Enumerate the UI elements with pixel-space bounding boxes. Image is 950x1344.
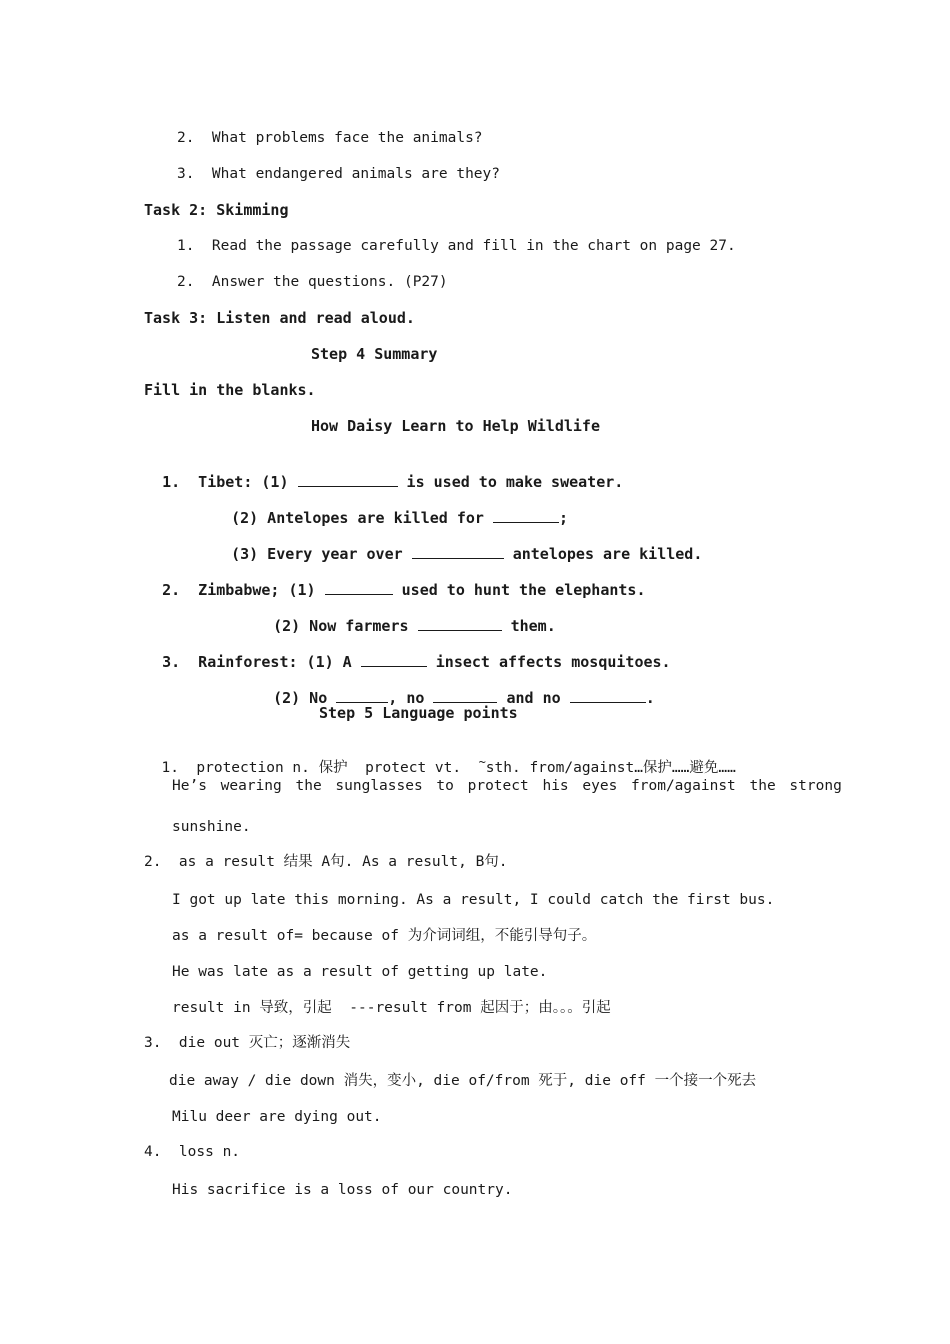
blank-8[interactable] xyxy=(433,688,497,703)
point-1-example-end: sunshine. xyxy=(172,819,251,835)
task3-heading: Task 3: Listen and read aloud. xyxy=(144,309,415,327)
blank-5[interactable] xyxy=(418,616,502,631)
summary-line-6-suffix: insect affects mosquitoes. xyxy=(426,653,671,671)
summary-line-7-end: . xyxy=(645,689,655,707)
point-3-example: Milu deer are dying out. xyxy=(172,1109,382,1125)
task1-question-2: 2. What problems face the animals? xyxy=(177,130,483,146)
step4-instruction: Fill in the blanks. xyxy=(144,381,316,399)
summary-line-7-prefix: (2) No xyxy=(273,689,337,707)
point-2-note: as a result of= because of 为介词词组，不能引导句子。 xyxy=(172,928,597,944)
task2-item-1: 1. Read the passage carefully and fill in the chart on page 27. xyxy=(177,238,736,254)
summary-line-4 xyxy=(144,560,646,600)
summary-line-6-prefix: 3. Rainforest: (1) A xyxy=(162,653,361,671)
summary-line-3 xyxy=(213,524,702,564)
summary-line-1-suffix: is used to make sweater. xyxy=(397,473,624,491)
summary-line-2-suffix: ; xyxy=(558,509,568,527)
summary-line-5-prefix: (2) Now farmers xyxy=(273,617,418,635)
summary-line-2 xyxy=(213,488,568,528)
blank-6[interactable] xyxy=(361,652,427,667)
summary-line-2-prefix: (2) Antelopes are killed for xyxy=(231,509,493,527)
point-2-related: result in 导致，引起 ---result from 起因于；由。。。引起 xyxy=(172,1000,611,1016)
blank-4[interactable] xyxy=(325,580,393,595)
summary-line-1 xyxy=(144,452,623,492)
summary-line-7-sep-1: , no xyxy=(388,689,434,707)
summary-line-1-prefix: 1. Tibet: (1) xyxy=(162,473,298,491)
point-1-line-1 xyxy=(144,738,736,778)
summary-title: How Daisy Learn to Help Wildlife xyxy=(311,417,600,435)
summary-line-7-sep-2: and no xyxy=(497,689,570,707)
task2-heading: Task 2: Skimming xyxy=(144,201,289,219)
summary-line-5-suffix: them. xyxy=(501,617,556,635)
point-4-example: His sacrifice is a loss of our country. xyxy=(172,1182,513,1198)
task1-question-3: 3. What endangered animals are they? xyxy=(177,166,501,182)
summary-line-6 xyxy=(144,632,671,672)
summary-line-4-suffix: used to hunt the elephants. xyxy=(392,581,646,599)
point-2-example-1: I got up late this morning. As a result, I could catch the first bus. xyxy=(172,892,775,908)
blank-3[interactable] xyxy=(412,544,504,559)
summary-line-7 xyxy=(255,668,655,708)
point-1-text-b: sth. from/against…保护……避免…… xyxy=(485,760,736,776)
summary-line-3-suffix: antelopes are killed. xyxy=(503,545,703,563)
point-2-example-2: He was late as a result of getting up late. xyxy=(172,964,548,980)
summary-line-4-prefix: 2. Zimbabwe; (1) xyxy=(162,581,325,599)
summary-line-3-prefix: (3) Every year over xyxy=(231,545,412,563)
point-2-title: 2. as a result 结果 A句. As a result, B句. xyxy=(144,854,508,870)
point-3-related: die away / die down 消失，变小, die of/from 死于, die off 一个接一个死去 xyxy=(169,1073,757,1089)
blank-1[interactable] xyxy=(298,472,398,487)
blank-2[interactable] xyxy=(493,508,559,523)
point-1-text-a: 1. protection n. 保护 protect vt. xyxy=(161,760,479,776)
point-3-title: 3. die out 灭亡；逐渐消失 xyxy=(144,1035,351,1051)
summary-line-5 xyxy=(255,596,556,636)
blank-7[interactable] xyxy=(336,688,388,703)
point-1-example: He’s wearing the sunglasses to protect his eyes from/against the strong xyxy=(172,778,842,794)
step4-heading: Step 4 Summary xyxy=(311,345,438,363)
task2-item-2: 2. Answer the questions. (P27) xyxy=(177,274,448,290)
point-4-title: 4. loss n. xyxy=(144,1144,241,1160)
blank-9[interactable] xyxy=(570,688,646,703)
tilde-mark: ~ xyxy=(478,755,486,769)
step5-heading: Step 5 Language points xyxy=(319,704,518,722)
